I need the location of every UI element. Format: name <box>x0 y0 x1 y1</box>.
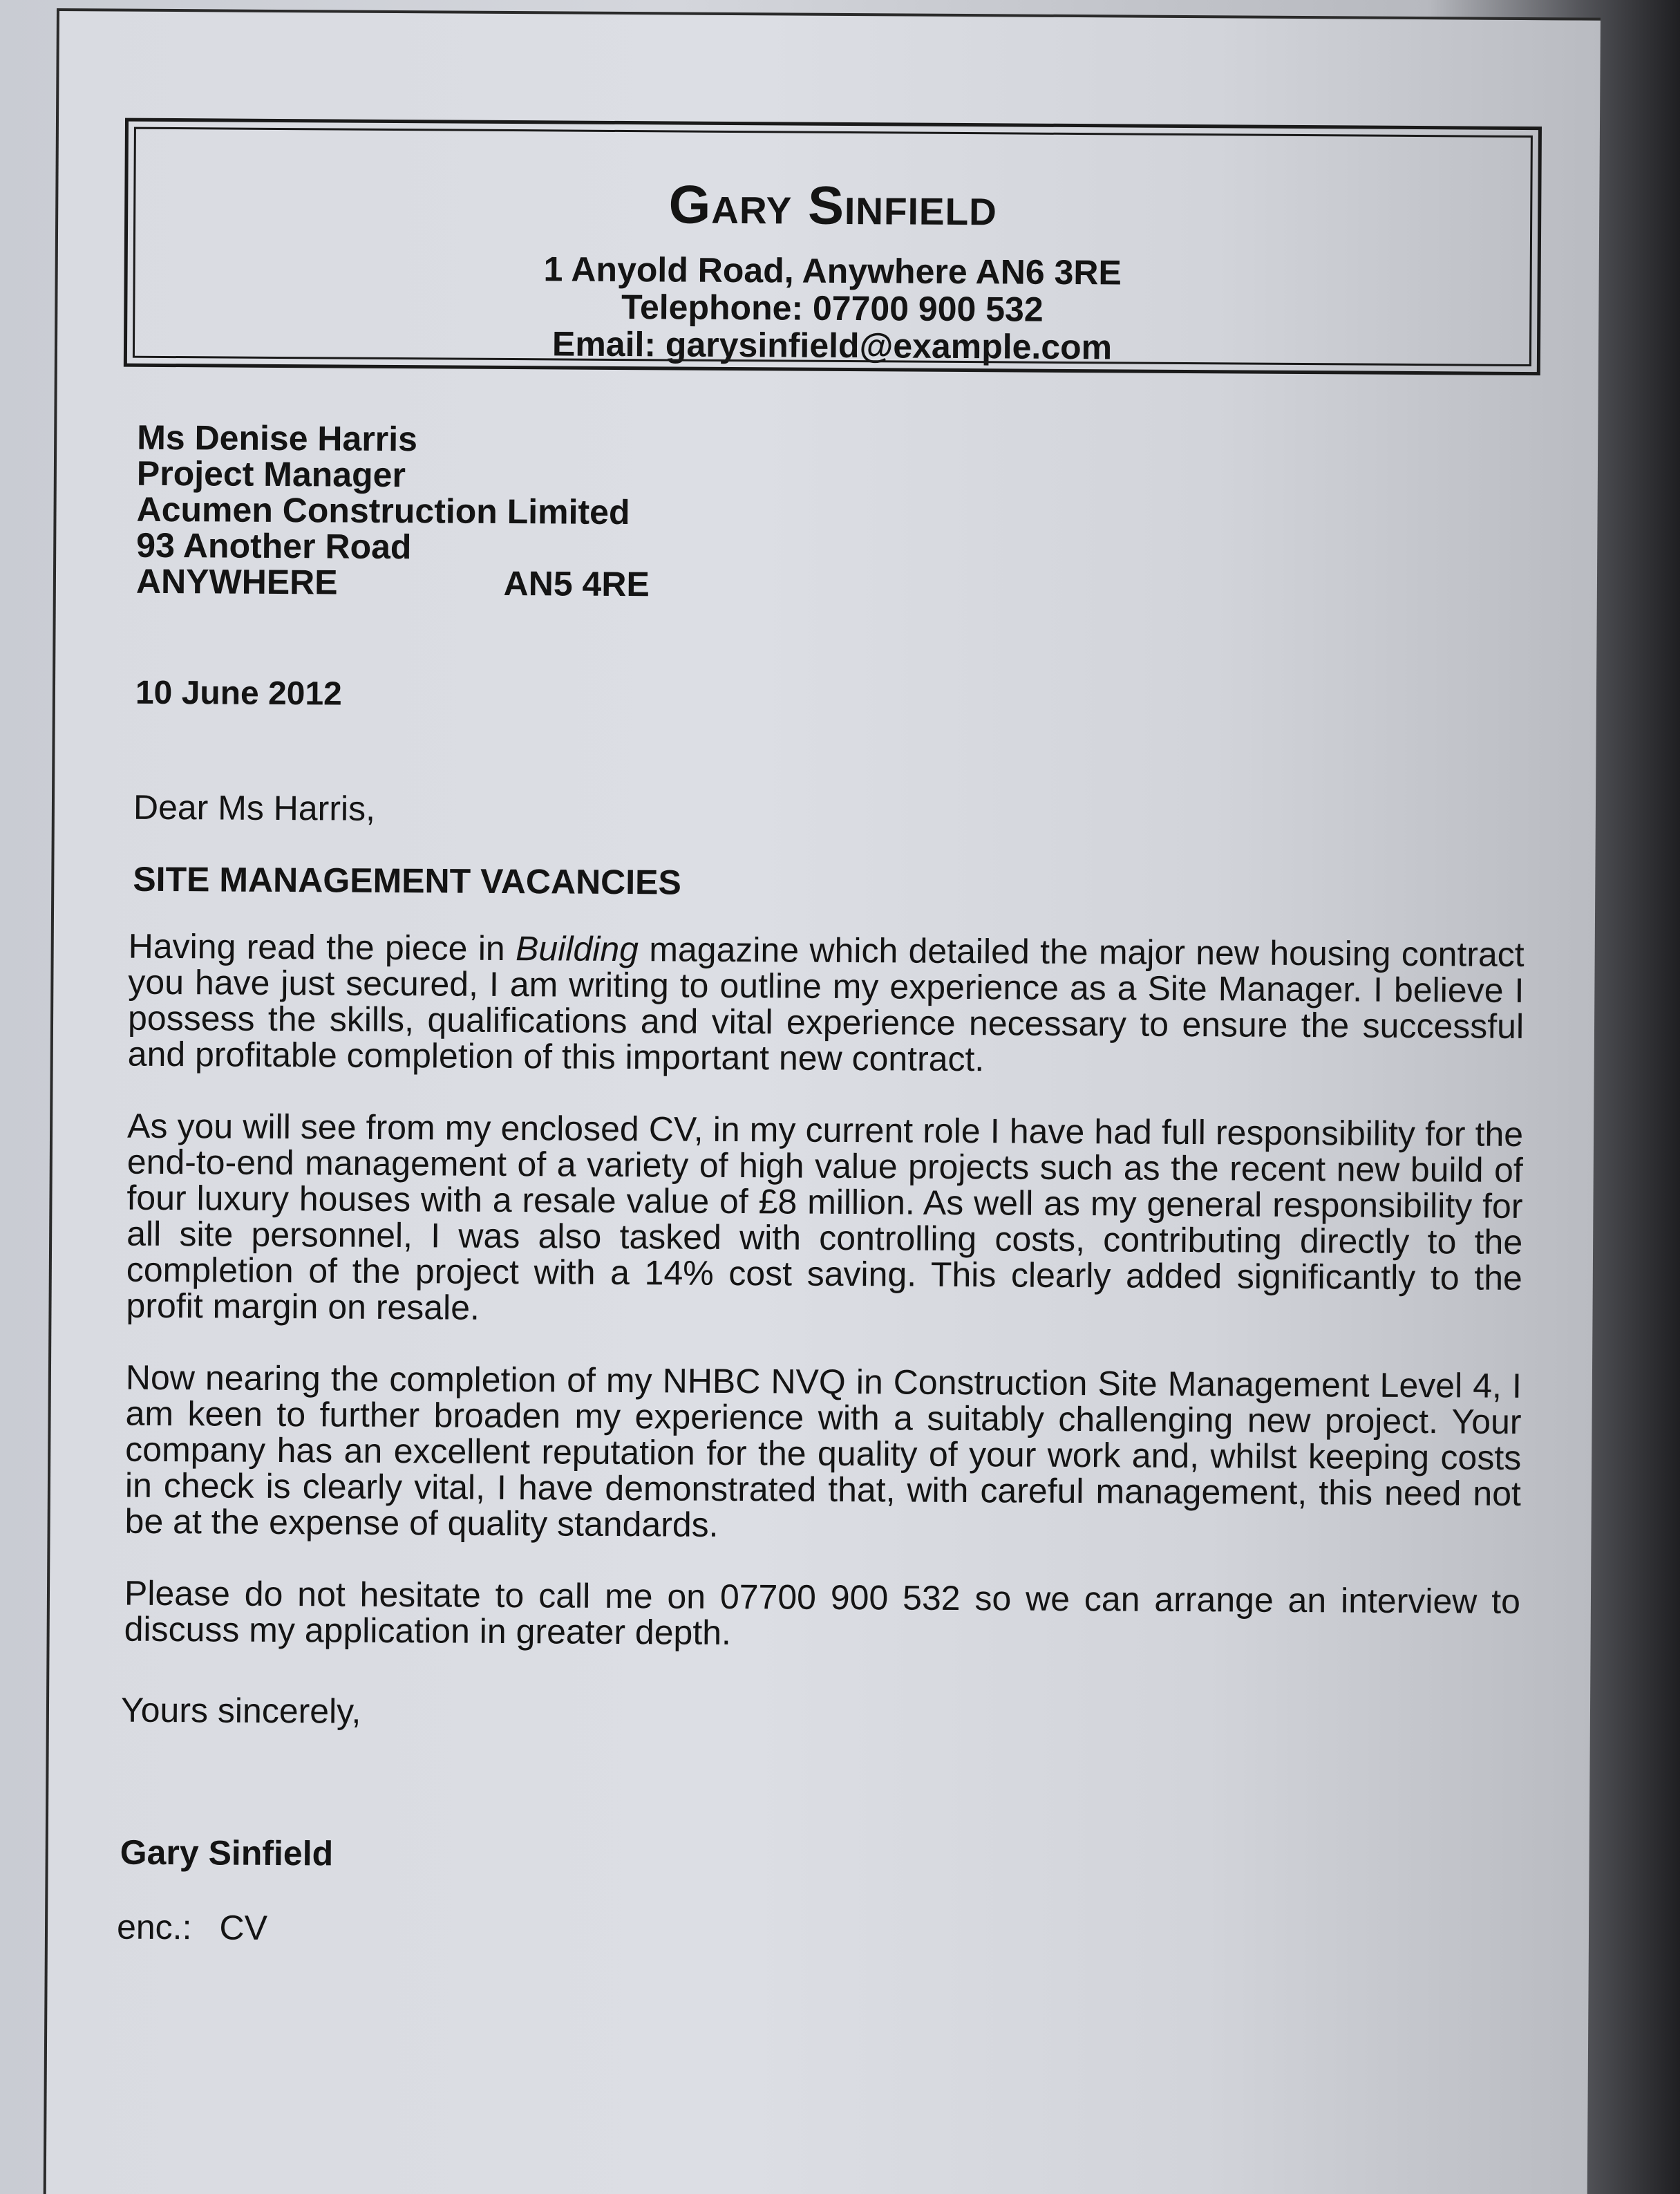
letter-date: 10 June 2012 <box>135 674 342 713</box>
salutation: Dear Ms Harris, <box>133 787 376 828</box>
sender-address: 1 Anyold Road, Anywhere AN6 3RE <box>543 250 1122 292</box>
magazine-title: Building <box>515 929 639 969</box>
sender-email: Email: garysinfield@example.com <box>551 324 1113 367</box>
closing: Yours sincerely, <box>120 1690 361 1731</box>
recipient-name: Ms Denise Harris <box>137 418 418 459</box>
sender-telephone: Telephone: 07700 900 532 <box>621 288 1044 329</box>
letterhead <box>127 170 1538 368</box>
subject-heading: SITE MANAGEMENT VACANCIES <box>133 859 682 902</box>
recipient-town: ANYWHERE <box>135 561 338 602</box>
recipient-street: 93 Another Road <box>136 525 412 567</box>
enclosure-value: CV <box>219 1908 268 1947</box>
paragraph-3: Now nearing the completion of my NHBC NVQ in Construction Site Management Level 4, I am keen to further broaden my experience with a suitably challenging new project. Your company has an excellent reputation for the quality of your work and, whilst keeping costs in check is clearly vital, I have demonstrated that, with careful management, this need not be at the expense of quality standards. <box>124 1358 1522 1544</box>
letterhead-box <box>124 118 1542 376</box>
sender-name: Gary Sinfield <box>668 174 998 237</box>
paragraph-1: Having read the piece in Building magazine which detailed the major new housing contract you have just secured, I am writing to outline my experience as a Site Manager. I believe I possess the skills, qualifications and vital experience necessary to ensure the successful and profitable completion of this important new contract. <box>127 926 1525 1079</box>
recipient-postcode: AN5 4RE <box>503 563 650 604</box>
enclosure-line <box>117 1907 267 1948</box>
signature-name: Gary Sinfield <box>120 1832 334 1873</box>
letter-body <box>124 928 1525 1691</box>
letter-page <box>44 8 1601 2194</box>
recipient-address <box>136 420 650 603</box>
enclosure-label: enc.: <box>116 1907 192 1947</box>
paragraph-2: As you will see from my enclosed CV, in my current role I have had full responsibility for the end-to-end management of a variety of high value projects such as the recent new build of four luxury houses with a resale value of £8 million. As well as my general responsibility for all site personnel, I was also tasked with controlling costs, contributing directly to the completion of the project with a 14% cost saving. This clearly added significantly to the profit margin on resale. <box>126 1106 1524 1327</box>
recipient-company: Acumen Construction Limited <box>136 489 630 532</box>
recipient-town-row <box>136 563 650 603</box>
paragraph-4: Please do not hesitate to call me on 07700 900 532 so we can arrange an interview to discuss my application in greater depth. <box>124 1573 1521 1653</box>
recipient-title: Project Manager <box>136 453 406 495</box>
